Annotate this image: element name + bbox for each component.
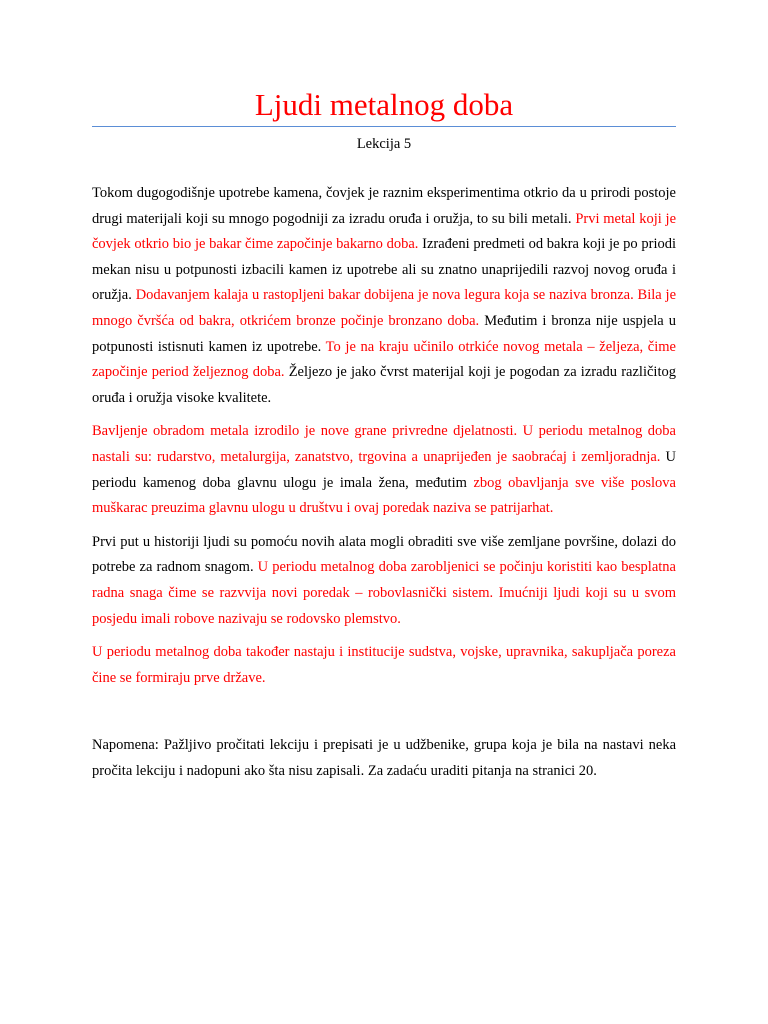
- highlighted-segment: zbog obavljanja sve više poslova muškarac preuzima glavnu ulogu u društvu i ovaj poredak naziva se patrijarhat.: [92, 474, 676, 517]
- highlighted-segment: U periodu metalnog doba također nastaju i institucije sudstva, vojske, upravnika, sakupljača poreza čine se formiraju prve države.: [92, 644, 676, 686]
- lesson-label: Lekcija 5: [356, 136, 412, 152]
- highlighted-segment: To je na kraju učinilo otrkiće novog metala – željeza, čime započinje period željeznog doba.: [92, 338, 676, 381]
- title-divider: [92, 126, 676, 127]
- highlighted-segment: Dodavanjem kalaja u rastopljeni bakar dobijena je nova legura koja se naziva bronza. Bila je mnogo čvršća od bakra, otkrićem bronze počinje bronzano doba.: [92, 287, 677, 329]
- lesson-body: [92, 181, 676, 784]
- text-segment: Željezo je jako čvrst materijal koji je pogodan za izradu različitog oruđa i oružja visoke kvalitete.: [92, 364, 676, 406]
- paragraph-first-states: [92, 640, 676, 691]
- text-segment: Međutim i bronza nije uspjela u potpunosti istisnuti kamen iz upotrebe.: [92, 312, 676, 355]
- text-segment: U periodu kamenog doba glavnu ulogu je imala žena, međutim: [92, 448, 677, 491]
- note-text: Napomena: Pažljivo pročitati lekciju i prepisati je u udžbenike, grupa koja je bila na nastavi neka pročita lekciju i nadopuni ako šta nisu zapisali. Za zadaću uraditi pitanja na stranici 20.: [92, 737, 676, 779]
- document-title: Ljudi metalnog doba: [254, 87, 514, 122]
- paragraph-metals-discovery: [92, 181, 676, 411]
- highlighted-segment: Prvi metal koji je čovjek otkrio bio je bakar čime započinje bakarno doba.: [92, 210, 677, 253]
- highlighted-segment: Bavljenje obradom metala izrodilo je nove grane privredne djelatnosti. U periodu metalnog doba nastali su: rudarstvo, metalurgija, zanatstvo, trgovina a unaprijeđen je saobraćaj i zemljoradnja.: [92, 423, 676, 465]
- text-segment: Izrađeni predmeti od bakra koji je po priodi mekan nisu u potpunosti izbacili kamen iz upotrebe ali su znatno unaprijedili razvoj novog oruđa i oružja.: [92, 236, 676, 304]
- text-segment: Prvi put u historiji ljudi su pomoću novih alata mogli obraditi sve više zemljane površine, dolazi do potrebe za radnom snagom.: [92, 533, 676, 576]
- paragraph-slavery: [92, 530, 676, 632]
- homework-note: [92, 733, 676, 784]
- paragraph-new-activities: [92, 419, 676, 521]
- text-segment: Tokom dugogodišnje upotrebe kamena, čovjek je raznim eksperimentima otkrio da u prirodi postoje drugi materijali koji su mnogo pogodniji za izradu oruđa i oružja, to su bili metali.: [92, 185, 676, 227]
- highlighted-segment: U periodu metalnog doba zarobljenici se počinju koristiti kao besplatna radna snaga čime se razvvija novi poredak – robovlasnički sistem. Imućniji ljudi koji su u svom posjedu imali robove nazivaju se rodovsko plemstvo.: [92, 559, 676, 627]
